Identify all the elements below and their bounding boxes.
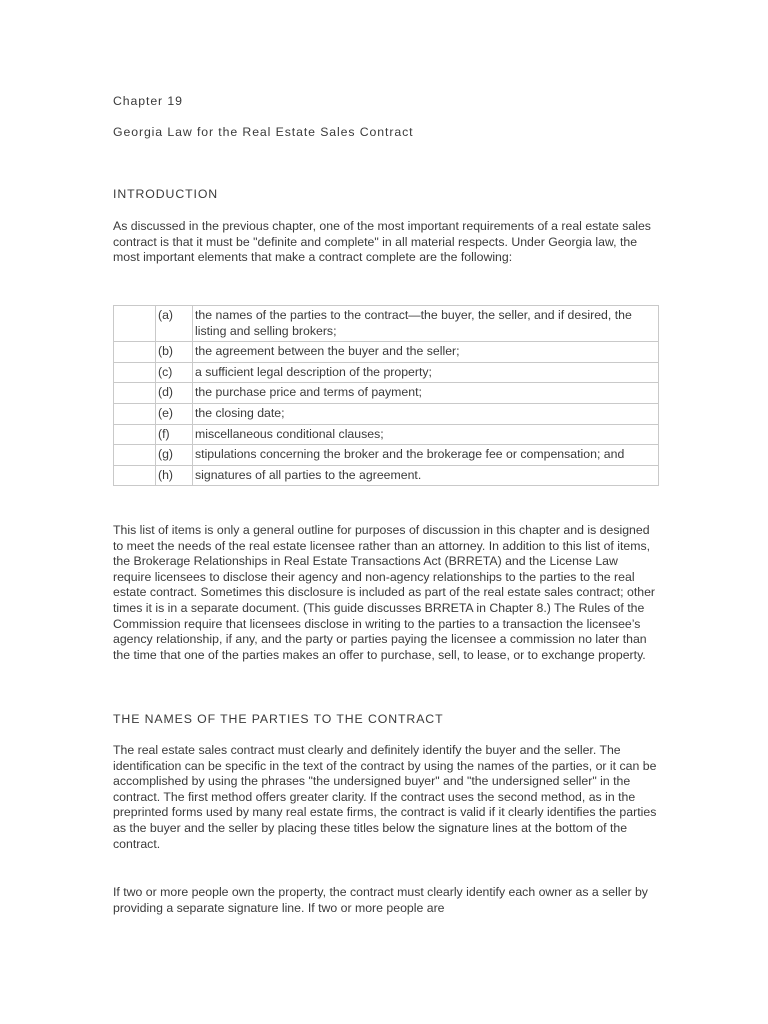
element-letter: (a)	[156, 306, 193, 342]
table-row	[114, 403, 659, 424]
blank-cell	[114, 424, 156, 445]
element-text: the names of the parties to the contract—the buyer, the seller, and if desired, the listing and selling brokers;	[193, 306, 659, 342]
element-letter: (c)	[156, 362, 193, 383]
outline-paragraph: This list of items is only a general outline for purposes of discussion in this chapter and is designed to meet the needs of the real estate licensee rather than an attorney. In addition to this list of items, the Brokerage Relationships in Real Estate Transactions Act (BRRETA) and the License Law require licensees to disclose their agency and non-agency relationships to the parties to the real estate contract. Sometimes this disclosure is included as part of the real estate sales contract; other times it is in a separate document. (This guide discusses BRRETA in Chapter 8.) The Rules of the Commission require that licensees disclose in writing to the parties to a transaction the licensee’s agency relationship, if any, and the party or parties paying the licensee a commission no later than the time that one of the parties makes an offer to purchase, sell, to lease, or to exchange property.	[113, 523, 656, 662]
blank-cell	[114, 362, 156, 383]
element-text: stipulations concerning the broker and the brokerage fee or compensation; and	[193, 445, 659, 466]
table-row	[114, 424, 659, 445]
table-row	[114, 383, 659, 404]
owners-paragraph: If two or more people own the property, the contract must clearly identify each owner as a seller by providing a separate signature line. If two or more people are	[113, 885, 648, 915]
blank-cell	[114, 445, 156, 466]
element-text: the agreement between the buyer and the seller;	[193, 342, 659, 363]
element-letter: (d)	[156, 383, 193, 404]
blank-cell	[114, 383, 156, 404]
table-row	[114, 342, 659, 363]
intro-paragraph: As discussed in the previous chapter, one of the most important requirements of a real estate sales contract is that it must be "definite and complete" in all material respects. Under Georgia law, the most important elements that make a contract complete are the following:	[113, 219, 651, 265]
table-row	[114, 465, 659, 486]
names-heading: THE NAMES OF THE PARTIES TO THE CONTRACT	[113, 712, 444, 726]
blank-cell	[114, 342, 156, 363]
names-paragraph: The real estate sales contract must clearly and definitely identify the buyer and the seller. The identification can be specific in the text of the contract by using the names of the parties, or it can be accomplished by using the phrases "the undersigned buyer" and "the undersigned seller" in the contract. The first method offers greater clarity. If the contract uses the second method, as in the preprinted forms used by many real estate firms, the contract is valid if it clearly identifies the parties as the buyer and the seller by placing these titles below the signature lines at the bottom of the contract.	[113, 743, 657, 851]
table-row	[114, 306, 659, 342]
element-text: miscellaneous conditional clauses;	[193, 424, 659, 445]
table-row	[114, 362, 659, 383]
introduction-heading: INTRODUCTION	[113, 187, 219, 201]
element-text: the purchase price and terms of payment;	[193, 383, 659, 404]
table-row	[114, 445, 659, 466]
contract-elements-table	[113, 305, 659, 486]
element-letter: (b)	[156, 342, 193, 363]
chapter-label: Chapter 19	[113, 94, 183, 108]
blank-cell	[114, 306, 156, 342]
element-letter: (e)	[156, 403, 193, 424]
element-text: signatures of all parties to the agreement.	[193, 465, 659, 486]
element-letter: (g)	[156, 445, 193, 466]
blank-cell	[114, 465, 156, 486]
element-letter: (f)	[156, 424, 193, 445]
element-text: the closing date;	[193, 403, 659, 424]
element-text: a sufficient legal description of the property;	[193, 362, 659, 383]
blank-cell	[114, 403, 156, 424]
chapter-title: Georgia Law for the Real Estate Sales Contract	[113, 125, 414, 139]
element-letter: (h)	[156, 465, 193, 486]
